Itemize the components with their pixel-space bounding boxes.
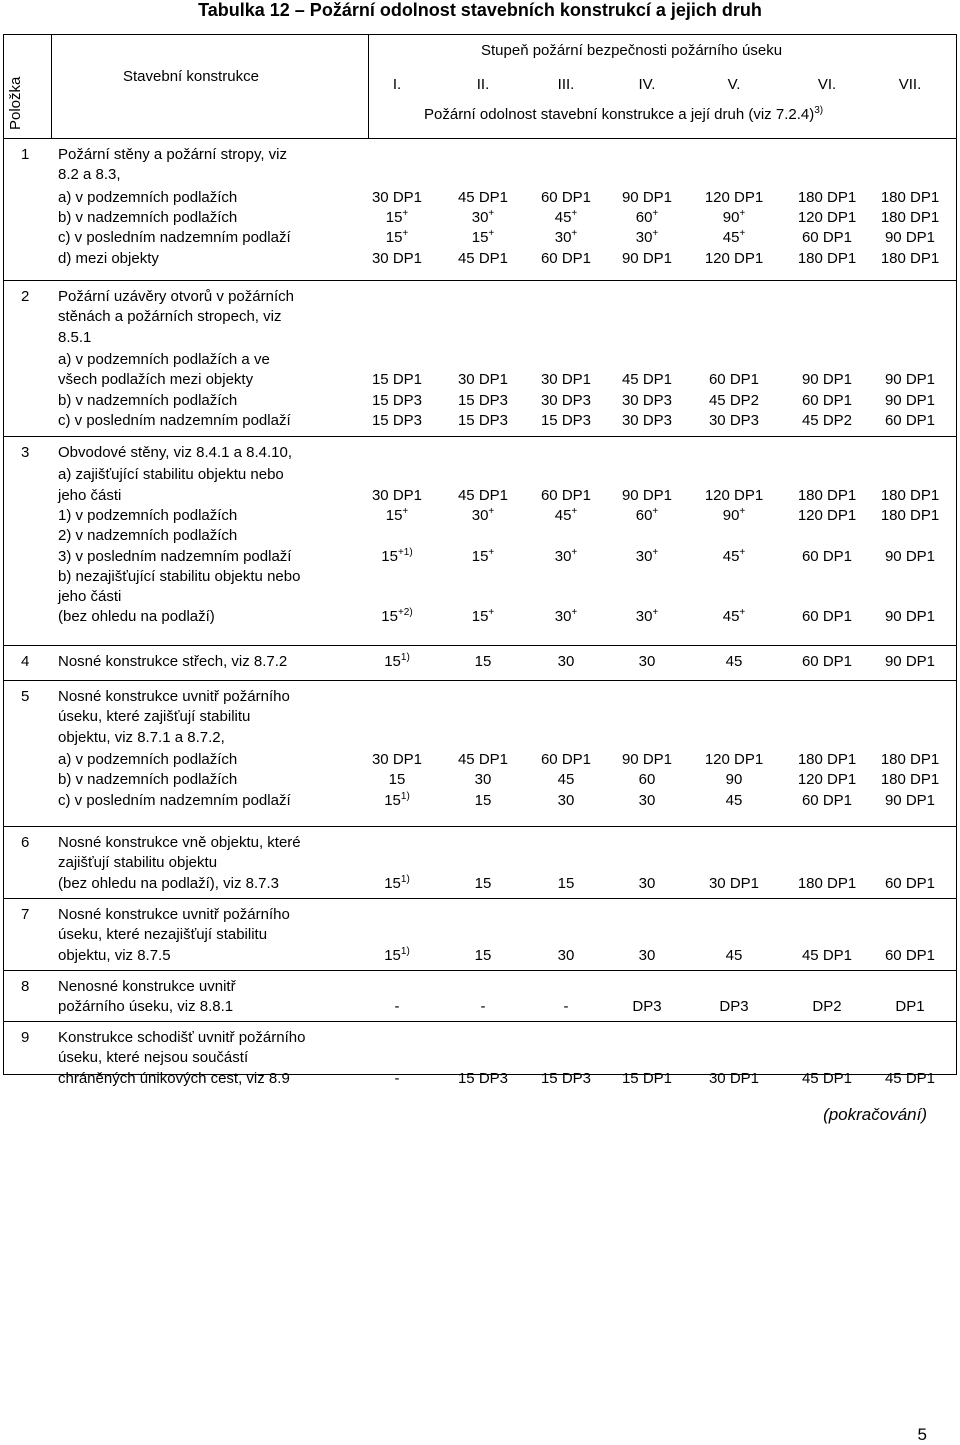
cell-value: DP2 (812, 998, 842, 1016)
row-sublabel: a) v podzemních podlažích (58, 188, 238, 206)
cell-value: 15 DP3 (371, 391, 423, 409)
cell-value: 30+ (635, 228, 659, 247)
row-sublabel: jeho části (58, 486, 122, 504)
cell-value: 45+ (722, 546, 746, 565)
cell-value: 15$^{1)}$ (384, 945, 410, 964)
cell-value: 180 DP1 (797, 874, 857, 892)
footnote-superscript: + (739, 228, 746, 240)
cell-value: 180 DP1 (880, 208, 940, 226)
cell-value: 30 DP1 (371, 188, 423, 206)
row-heading: Nenosné konstrukce uvnitř (58, 978, 236, 995)
row-heading: 8.5.1 (58, 328, 92, 346)
cell-value: 90+ (722, 505, 746, 524)
degree-label: V. (727, 76, 741, 93)
cell-value: 60 DP1 (801, 608, 853, 626)
row-sublabel: a) zajišťující stabilitu objektu nebo (58, 466, 284, 484)
cell-value: 30 DP1 (540, 371, 592, 389)
footnote-superscript: + (402, 505, 409, 517)
table-rule (3, 645, 957, 646)
cell-value: 30+ (471, 505, 495, 524)
row-heading: Nosné konstrukce uvnitř požárního (58, 688, 290, 705)
table-rule (3, 1021, 957, 1022)
cell-value: $15^{+2)}$ (381, 607, 413, 626)
odolnost-text: Požární odolnost stavební konstrukce a její druh (viz 7.2.4) (424, 106, 815, 123)
cell-value: 15 (557, 874, 575, 892)
cell-value: 15 DP3 (457, 391, 509, 409)
cell-value: 15 DP1 (371, 371, 423, 389)
cell-value: 30 DP1 (371, 249, 423, 267)
cell-value: 120 DP1 (797, 506, 857, 524)
cell-value: 45 DP1 (457, 750, 509, 768)
row-heading: úseku, které nejsou součástí (58, 1049, 249, 1067)
cell-value: 45 DP2 (708, 391, 760, 409)
cell-value: 90 DP1 (621, 750, 673, 768)
cell-value: 30 DP1 (708, 1069, 760, 1087)
cell-value: 30 DP1 (371, 486, 423, 504)
cell-value: 30 (557, 946, 575, 964)
footnote-superscript: + (488, 228, 495, 240)
cell-value: 45 DP1 (457, 249, 509, 267)
footnote-superscript: + (739, 546, 746, 558)
row-number: 9 (21, 1029, 30, 1046)
cell-value: 60 DP1 (801, 547, 853, 565)
cell-value: 30+ (635, 607, 659, 626)
table-rule (3, 34, 4, 1075)
row-number: 6 (21, 834, 30, 851)
degree-label: IV. (638, 76, 656, 93)
cell-value: 15+ (385, 228, 409, 247)
degree-label: II. (476, 76, 490, 93)
cell-value: 45 DP1 (801, 946, 853, 964)
cell-value: 45+ (554, 505, 578, 524)
cell-value: 90 (725, 771, 743, 789)
row-sublabel: b) v nadzemních podlažích (58, 391, 238, 409)
footnote-superscript: + (402, 228, 409, 240)
column-header-stupen: Stupeň požární bezpečnosti požárního úseku (481, 42, 783, 59)
cell-value: - (563, 998, 569, 1016)
cell-value: 120 DP1 (704, 249, 764, 267)
cell-value: - (480, 998, 486, 1016)
row-heading: požárního úseku, viz 8.8.1 (58, 998, 234, 1016)
cell-value: 30+ (554, 228, 578, 247)
row-heading: Požární stěny a požární stropy, viz (58, 146, 287, 163)
footnote-superscript: + (652, 505, 659, 517)
cell-value: 45 (725, 653, 743, 670)
degree-label: VII. (898, 76, 922, 93)
cell-value: 180 DP1 (797, 750, 857, 768)
cell-value: 180 DP1 (880, 249, 940, 267)
footnote-superscript: + (488, 607, 495, 619)
column-header-polozka: Položka (7, 76, 24, 130)
column-header-konstrukce: Stavební konstrukce (123, 68, 259, 85)
cell-value: 60+ (635, 505, 659, 524)
cell-value: 120 DP1 (797, 208, 857, 226)
footnote-superscript: + (739, 505, 746, 517)
cell-value: 60 DP1 (540, 750, 592, 768)
cell-value: 90+ (722, 207, 746, 226)
row-sublabel: 1) v podzemních podlažích (58, 506, 238, 524)
cell-value: 30 DP3 (540, 391, 592, 409)
cell-value: 15+ (471, 607, 495, 626)
row-sublabel: b) v nadzemních podlažích (58, 771, 238, 789)
row-sublabel: c) v posledním nadzemním podlaží (58, 229, 291, 247)
table-rule (3, 280, 957, 281)
cell-value: 15 DP3 (371, 411, 423, 429)
cell-value: 180 DP1 (797, 486, 857, 504)
cell-value: 30+ (554, 546, 578, 565)
cell-value: 90 DP1 (884, 229, 936, 247)
cell-value: 120 DP1 (797, 771, 857, 789)
row-heading: Nosné konstrukce střech, viz 8.7.2 (58, 653, 288, 670)
cell-value: 45 DP1 (884, 1069, 936, 1087)
cell-value: 90 DP1 (884, 653, 936, 670)
footnote-superscript: 1) (400, 652, 410, 663)
fire-resistance-table (3, 34, 957, 1087)
table-rule (3, 898, 957, 899)
cell-value: 30 (557, 653, 575, 670)
cell-value: 45 DP2 (801, 411, 853, 429)
table-rule (3, 680, 957, 681)
row-heading: úseku, které nezajišťují stabilitu (58, 926, 268, 944)
cell-value: 60 DP1 (540, 249, 592, 267)
row-number: 4 (21, 653, 30, 670)
footnote-superscript: + (402, 207, 409, 219)
cell-value: 30 (638, 946, 656, 964)
footnote-superscript: + (571, 505, 578, 517)
cell-value: 180 DP1 (880, 486, 940, 504)
cell-value: 90 DP1 (884, 547, 936, 565)
cell-value: 45 DP1 (457, 188, 509, 206)
cell-value: $15^{+1)}$ (381, 546, 413, 565)
cell-value: 15 DP3 (457, 1069, 509, 1087)
footnote-superscript: + (571, 228, 578, 240)
cell-value: 60 DP1 (801, 653, 853, 670)
row-heading: (bez ohledu na podlaží), viz 8.7.3 (58, 874, 279, 892)
cell-value: 30 (638, 791, 656, 809)
cell-value: 90 DP1 (884, 791, 936, 809)
degree-label: VI. (817, 76, 837, 93)
table-rule (3, 138, 957, 139)
row-sublabel: (bez ohledu na podlaží) (58, 608, 215, 626)
row-heading: Nosné konstrukce vně objektu, které (58, 834, 301, 851)
table-rule (956, 34, 957, 1075)
cell-value: 30 (557, 791, 575, 809)
cell-value: 15 (474, 946, 492, 964)
footnote-superscript: + (652, 207, 659, 219)
cell-value: 30 DP1 (457, 371, 509, 389)
row-heading: Konstrukce schodišť uvnitř požárního (58, 1029, 306, 1046)
cell-value: 60 DP1 (540, 188, 592, 206)
cell-value: 30+ (635, 546, 659, 565)
cell-value: 15 (474, 653, 492, 670)
footnote-superscript: + (488, 505, 495, 517)
cell-value: 180 DP1 (797, 188, 857, 206)
cell-value: 30 (638, 874, 656, 892)
footnote-superscript: 1) (400, 873, 410, 885)
cell-value: 15 DP3 (540, 411, 592, 429)
cell-value: 90 DP1 (621, 486, 673, 504)
row-sublabel: a) v podzemních podlažích a ve (58, 350, 270, 368)
cell-value: 45 (557, 771, 575, 789)
row-heading: chráněných únikových cest, viz 8.9 (58, 1069, 290, 1087)
cell-value: 30 DP1 (371, 750, 423, 768)
row-sublabel: a) v podzemních podlažích (58, 750, 238, 768)
row-heading: Nosné konstrukce uvnitř požárního (58, 906, 290, 923)
row-sublabel: c) v posledním nadzemním podlaží (58, 791, 291, 809)
footnote-superscript: + (488, 207, 495, 219)
cell-value: 120 DP1 (704, 188, 764, 206)
cell-value: 30 (638, 653, 656, 670)
cell-value: DP3 (719, 998, 749, 1016)
cell-value: 45 DP1 (801, 1069, 853, 1087)
footnote-superscript: + (652, 546, 659, 558)
cell-value: 60 DP1 (801, 391, 853, 409)
cell-value: 60 DP1 (884, 946, 936, 964)
cell-value: 45 DP1 (457, 486, 509, 504)
continued-note: (pokračování) (823, 1105, 927, 1124)
cell-value: 90 DP1 (884, 371, 936, 389)
cell-value: 15$^{1)}$ (384, 790, 410, 809)
cell-value: 90 DP1 (621, 249, 673, 267)
cell-value: DP1 (895, 998, 925, 1016)
cell-value: 60 (638, 771, 656, 789)
cell-value: 30+ (471, 207, 495, 226)
cell-value: 45+ (722, 607, 746, 626)
cell-value: 60 DP1 (801, 791, 853, 809)
cell-value: 180 DP1 (880, 188, 940, 206)
cell-value: 15$^{1)}$ (384, 873, 410, 892)
table-title: Tabulka 12 – Požární odolnost stavebních konstrukcí a jejich druh (198, 0, 762, 20)
cell-value: 30+ (554, 607, 578, 626)
cell-value: 90 DP1 (801, 371, 853, 389)
cell-value: 180 DP1 (880, 750, 940, 768)
row-sublabel: 3) v posledním nadzemním podlaží (58, 547, 292, 565)
cell-value: 90 DP1 (884, 391, 936, 409)
row-number: 7 (21, 906, 30, 923)
row-heading: Obvodové stěny, viz 8.4.1 a 8.4.10, (58, 444, 293, 461)
column-header-odolnost (424, 106, 823, 124)
cell-value: 30 DP3 (708, 411, 760, 429)
cell-value: 30 DP3 (621, 391, 673, 409)
footnote-superscript: +1) (397, 546, 413, 558)
row-sublabel: všech podlažích mezi objekty (58, 371, 254, 389)
cell-value: - (394, 1069, 400, 1087)
table-rule (3, 436, 957, 437)
footnote-superscript: 1) (400, 945, 410, 957)
table-rule (3, 970, 957, 971)
row-number: 8 (21, 978, 30, 995)
cell-value: 30 (474, 771, 492, 789)
cell-value: 15 DP3 (540, 1069, 592, 1087)
footnote-superscript: + (571, 607, 578, 619)
cell-value: 15+ (471, 546, 495, 565)
row-heading: úseku, které zajišťují stabilitu (58, 708, 251, 726)
row-heading: 8.2 a 8.3, (58, 166, 121, 184)
cell-value: DP3 (632, 998, 662, 1016)
cell-value: 45+ (722, 228, 746, 247)
row-heading: Požární uzávěry otvorů v požárních (58, 288, 294, 305)
footnote-superscript: + (652, 607, 659, 619)
cell-value: 45 (725, 791, 743, 809)
degree-label: III. (557, 76, 575, 93)
cell-value: 15+ (385, 505, 409, 524)
row-sublabel: b) v nadzemních podlažích (58, 208, 238, 226)
cell-value: 15$^{1)}$ (384, 652, 410, 670)
cell-value: 45 DP1 (621, 371, 673, 389)
table-rule (3, 826, 957, 827)
row-number: 3 (21, 444, 30, 461)
row-sublabel: 2) v nadzemních podlažích (58, 527, 238, 545)
table-rule (51, 34, 52, 138)
cell-value: 120 DP1 (704, 750, 764, 768)
cell-value: 15 DP1 (621, 1069, 673, 1087)
cell-value: 90 DP1 (884, 608, 936, 626)
cell-value: 15+ (385, 207, 409, 226)
cell-value: 30 DP1 (708, 874, 760, 892)
cell-value: 180 DP1 (880, 771, 940, 789)
footnote-superscript: 1) (400, 790, 410, 802)
cell-value: 180 DP1 (880, 506, 940, 524)
row-sublabel: d) mezi objekty (58, 249, 159, 267)
row-heading: stěnách a požárních stropech, viz (58, 308, 282, 326)
footnote-superscript: + (571, 207, 578, 219)
cell-value: 45 (725, 946, 743, 964)
cell-value: 30 DP3 (621, 411, 673, 429)
degree-label: I. (392, 76, 402, 93)
row-sublabel: jeho části (58, 588, 122, 606)
cell-value: 15 DP3 (457, 411, 509, 429)
cell-value: 15 (474, 791, 492, 809)
cell-value: 120 DP1 (704, 486, 764, 504)
cell-value: 60 DP1 (884, 874, 936, 892)
cell-value: 60 DP1 (708, 371, 760, 389)
cell-value: 60 DP1 (801, 229, 853, 247)
page-number: 5 (917, 1425, 927, 1444)
cell-value: 15+ (471, 228, 495, 247)
footnote-superscript: +2) (397, 607, 413, 619)
row-sublabel: c) v posledním nadzemním podlaží (58, 411, 291, 429)
row-number: 2 (21, 288, 30, 305)
cell-value: 60 DP1 (540, 486, 592, 504)
footnote-superscript: + (739, 607, 746, 619)
row-number: 5 (21, 688, 30, 705)
footnote-superscript: + (652, 228, 659, 240)
row-heading: objektu, viz 8.7.5 (58, 946, 171, 964)
footnote-superscript: + (571, 546, 578, 558)
odolnost-footnote: 3) (814, 105, 824, 116)
cell-value: - (394, 998, 400, 1016)
row-sublabel: b) nezajišťující stabilitu objektu nebo (58, 567, 301, 585)
row-number: 1 (21, 146, 30, 163)
cell-value: 180 DP1 (797, 249, 857, 267)
footnote-superscript: + (488, 546, 495, 558)
row-heading: zajišťují stabilitu objektu (58, 854, 218, 872)
cell-value: 60 DP1 (884, 411, 936, 429)
footnote-superscript: + (739, 207, 746, 219)
cell-value: 15 (474, 874, 492, 892)
cell-value: 60+ (635, 207, 659, 226)
cell-value: 90 DP1 (621, 188, 673, 206)
table-rule (3, 34, 957, 35)
cell-value: 15 (388, 771, 406, 789)
row-heading: objektu, viz 8.7.1 a 8.7.2, (58, 728, 225, 746)
cell-value: 45+ (554, 207, 578, 226)
